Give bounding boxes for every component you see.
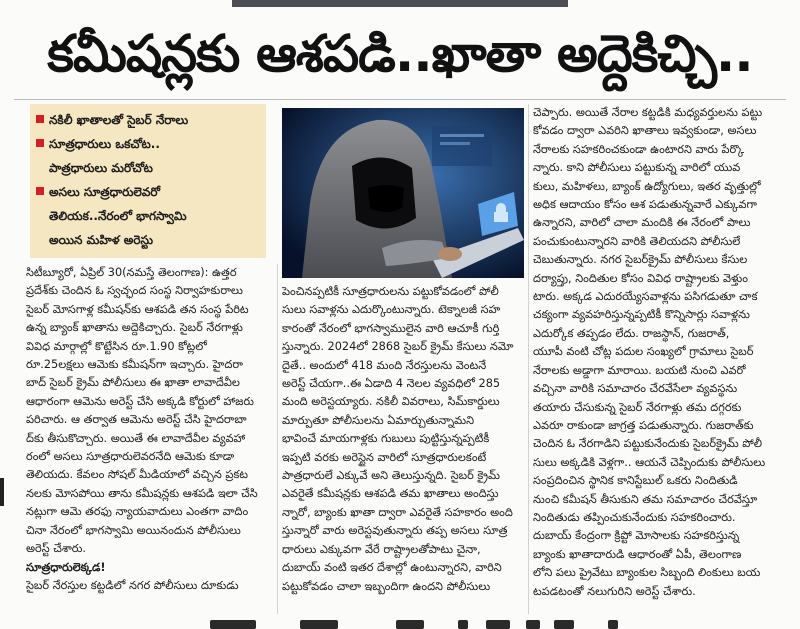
column-divider (277, 264, 278, 614)
subheading: సూత్రధారులెక్కడ! (26, 560, 106, 574)
bullet-square-icon (36, 187, 44, 195)
bullet-square-icon (36, 139, 44, 147)
dateline-paragraph: సిటీబ్యూరో, ఏప్రిల్‌ 30(నమస్తే తెలంగాణ): ఉత్తర ప్రదేశ్‌కు చెందిన ఓ స్వచ్ఛంద సంస్థ నిర్వాహకురాలు సైబర్‌ మోసగాళ్ల కమీషన్‌కు ఆశపడి తన సంస్థ పేరిట ఉన్న బ్యాంక్‌ ఖాతాను అద్దెకిచ్చారు. సైబర్‌ నేరగాళ్లు వివిధ మార్గాల్లో కొట్టేసిన రూ.1.90 కోట్లలో రూ.25లక్షలు ఆమెకు కమీషన్‌గా ఇచ్చారు. హైదరా బాద్‌ సైబర్‌ క్రైమ్‌ పోలీసులు ఈ ఖాతా లావాదేవీల ఆధారంగా ఆమెను అరెస్ట్‌ చేసి అక్కడి కోర్టులో హాజరు పరిచారు. ఆ తర్వాత ఆమెను అరెస్ట్‌ చేసి హైదరాబా ద్‌కు తీసుకొచ్చారు. అయితే ఈ లావాదేవీల వ్యవహా రంలో అసలు సూత్రధారులెవరనేది ఆమెకు కూడా తెలియదు. కేవలం సోషల్‌ మీడియాలో వచ్చిన ప్రకట నలకు మోసపోయి తాను కమీషన్లకు ఆశపడి ఇలా చేసి నట్లుగా ఆమె తరఫు న్యాయవాదులు ఎంతగా వాదిం చినా నేరంలో భాగస్వామి అయినందున పోలీసులు అరెస్ట్‌ చేశారు. (26, 266, 258, 556)
hacker-illustration (282, 108, 524, 278)
highlight-item: సూత్రధారులు ఒకచోట.. పాత్రధారులు మరోచోట (36, 132, 260, 180)
headline: కమీషన్లకు ఆశపడి..ఖాతా అద్దెకిచ్చి.. (47, 25, 753, 84)
article-column-1 (26, 264, 274, 616)
headline-rule (14, 99, 786, 100)
left-edge-mark (0, 478, 4, 506)
hand (438, 247, 462, 261)
paragraph: సైబర్‌ నేరస్తుల కట్టడిలో నగర పోలీసులు దూకుడు (26, 578, 239, 592)
highlight-item: నకిలీ ఖాతాలతో సైబర్‌ నేరాలు (36, 108, 260, 132)
next-article-cut-off-headline (208, 618, 800, 629)
top-strip (232, 0, 568, 7)
hacker-photo (282, 108, 524, 278)
article-column-2: పెంచినప్పటికీ సూత్రధారులను పట్టుకోవడంలో పోలీ సులు సవాళ్లను ఎదుర్కొంటున్నారు. టెక్నాలజీ సహ కారంతో నేరంలో భాగస్వాములైన వారి ఆచూకీ గుర్తి స్తున్నారు. 2024లో 2868 సైబర్‌ క్రైమ్‌ కేసులు నమో దైతే.. అందులో 418 మంది నేరస్తులను వెంటనే అరెస్ట్‌ చేయగా..ఈ ఏడాది 4 నెలల వ్యవధిలో 285 మంది అరెస్టయ్యారు. నకిలీ వివరాలు, సిమ్‌కార్డులు మార్పుతూ పోలీసులను ఏమార్చుతున్నామని భావించే మాయగాళ్లకు గుబులు పుట్టిస్తున్నప్పటికీ ఇప్పటి వరకు అరెస్టైన వారిలో సూత్రధారులకంటే పాత్రధారులే ఎక్కువే అని తెలుస్తున్నది. సైబర్‌ క్రైమ్‌ ఎవరైతే కమీషన్లకు ఆశపడి తమ ఖాతాలు అందిస్తు న్నారో, బ్యాంకు ఖాతా ద్వారా ఎవరైతే సహకారం అంది స్తున్నారో వారు అరెస్టవుతున్నారు తప్ప అసలు సూత్ర ధారులు ఎక్కువగా వేరే రాష్ట్రాలతోపాటు చైనా, దుబాయ్‌ వంటి ఇతర దేశాల్లో ఉంటున్నారని, వారిని పట్టుకోవడం చాలా ఇబ్బందిగా ఉందని పోలీసులు (282, 285, 514, 593)
bullet-square-icon (36, 115, 44, 123)
highlight-item: అసలు సూత్రధారులెవరో తెలియక..నేరంలో భాగస్వామి అయిన మహిళ అరెస్టు (36, 180, 260, 252)
column-divider (528, 104, 529, 614)
highlights-box (30, 104, 266, 258)
background-screen (432, 126, 492, 166)
article-column-3: చెప్పారు. అయితే నేరాల కట్టడికి మధ్యవర్తులను పట్టు కోవడం ద్వారా ఎవరిని ఖాతాలు ఇవ్వకుండా, అసలు నేరాలకు సహకరించకుండా ఉంటారని వారు పేర్కొ న్నారు. కాని పోలీసులు పట్టుకున్న వారిలో యువ కులు, మహిళలు, బ్యాంక్‌ ఉద్యోగులు, ఇతర వృత్తుల్లో అధిక ఆదాయం కోసం ఆశ పడుతున్నవారే ఎక్కువగా ఉన్నారని, వారిలో చాలా మందికి ఈ నేరంలో పాలు పంచుకుంటున్నారని వారికి తెలియదని పోలీసులే చెబుతున్నారు. నగర సైబర్‌క్రైమ్‌ పోలీసులు కేసుల దర్యాప్తు, నిందితుల కోసం వివిధ రాష్ట్రాలకు వెళ్తుం టారు. అక్కడ ఎదురయ్యేసవాళ్లను పసిగడుతూ చాక చక్యంగా వ్యవహరిస్తున్నప్పటికీ కొన్నిసార్లు సవాళ్లను ఎదుర్కోక తప్పడం లేదు. రాజస్థాన్‌, గుజరాత్‌, యూపీ వంటి చోట్ల పదుల సంఖ్యలో గ్రామాలు సైబర్‌ నేరాలకు అడ్డాగా మారాయి. బయటి నుంచి ఎవరో వచ్చినా వారికి సమాచారం చేరవేసేలా వ్యవస్థను తయారు చేసుకున్న సైబర్‌ నేరగాళ్లు తమ దగ్గరకు ఎవరూ రాకుండా జాగ్రత్త పడుతున్నారు. గుజరాత్‌కు చెందిన ఓ నేరగాడిని పట్టుకునేందుకు సైబర్‌క్రైమ్‌ పోలీ సులు అక్కడికి వెళ్లగా.. ఆయనే చెప్పిందుకు పోలీసులు సంప్రదించిన స్థానిక కానిస్టేబుల్‌ ఒకరు నిందితుడి నుంచి కమీషన్‌ తీసుకుని తమ సమాచారం చేరవేస్తూ నిందితుడు తప్పించుకునేందుకు సహకరించారు. దుబాయ్‌ కేంద్రంగా క్రిప్టో మోసాలకు సహకరిస్తున్న బ్యాంకు ఖాతాదారుడి ఆధారంతో ఏపీ, తెలంగాణ లోని పలు ప్రైవేటు బ్యాంకుల సిబ్బంది లింకులు బయ టపడటంతో నలుగురిని అరెస్ట్‌ చేశారు. (533, 106, 766, 598)
